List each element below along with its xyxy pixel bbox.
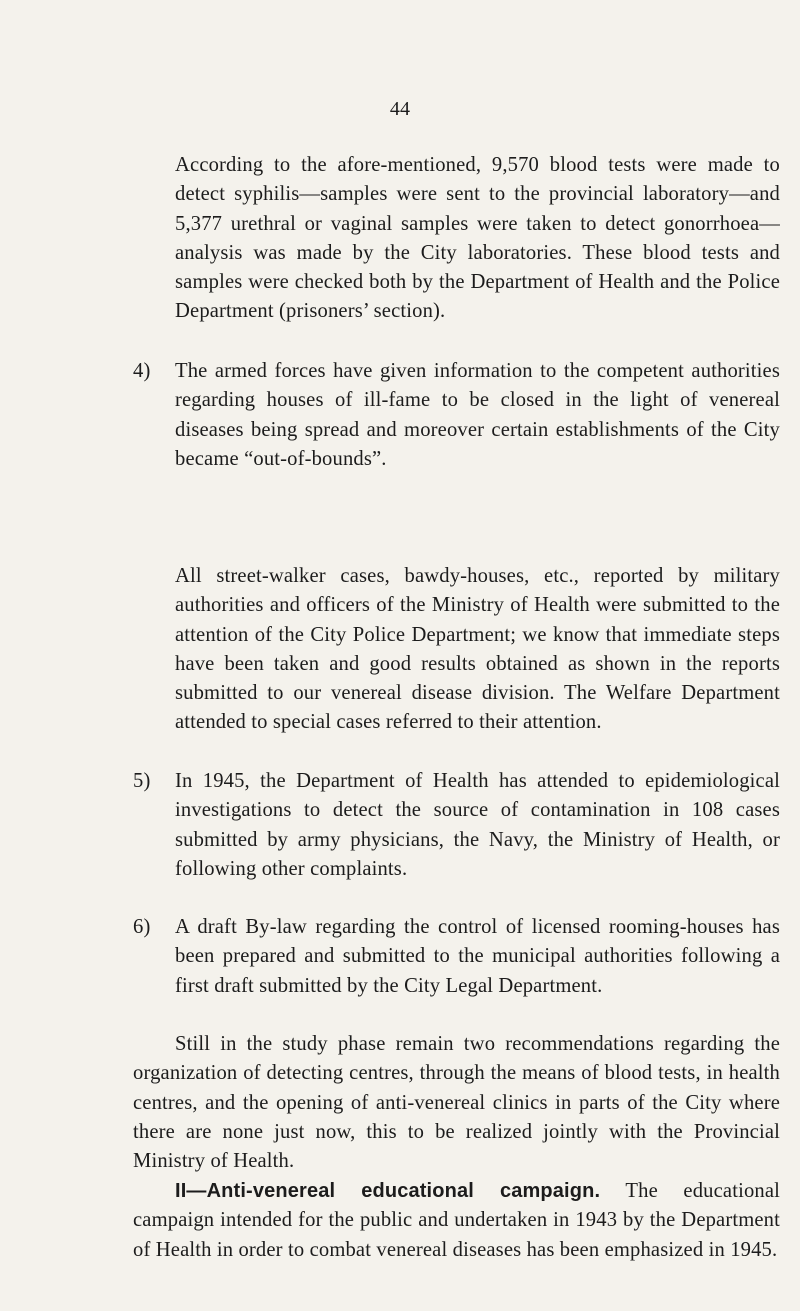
item-text: In 1945, the Department of Health has attended to epidemiological investigations to detect the source of contamination in 108 cases submitted by army physicians, the Navy, the Ministry of Health, or following other complaints. <box>175 770 780 880</box>
section-text: The educational campaign intended for the public and undertaken in 1943 by the Department of Health in order to combat venereal diseases has been emphasized in 1945. <box>133 1180 780 1261</box>
item-number: 6) <box>133 916 151 938</box>
item-text: A draft By-law regarding the control of licensed rooming-houses has been prepared and submitted to the municipal authorities following a first draft submitted by the City Legal Department. <box>175 916 780 997</box>
intro-paragraph: According to the afore-mentioned, 9,570 blood tests were made to detect syphilis—samples were sent to the provincial laboratory—and 5,377 urethral or vaginal samples were taken to detect gonorrhoea—analysis was made by the City laboratories. These blood tests and samples were checked both by the Department of Health and the Police Department (prisoners’ section). <box>175 154 780 323</box>
section-heading: II—Anti-venereal educational campaign. <box>175 1180 601 1202</box>
item-number: 5) <box>133 770 151 792</box>
item-text: The armed forces have given information to the competent authorities regarding houses of ill-fame to be closed in the light of venereal diseases being spread and moreover certain establishments of the City became “out-of-bounds”. <box>175 360 780 470</box>
study-paragraph: Still in the study phase remain two recommendations regarding the organization of detecting centres, through the means of blood tests, in health centres, and the opening of anti-venereal clinics in parts of the City where there are none just now, this to be realized jointly with the Provincial Ministry of Health. <box>133 1033 780 1173</box>
page-number: 44 <box>389 98 411 120</box>
item-text: All street-walker cases, bawdy-houses, etc., reported by military authorities and officers of the Ministry of Health were submitted to the attention of the City Police Department; we know that immediate steps have been taken and good results obtained as shown in the reports submitted to our venereal disease division. The Welfare Department attended to special cases referred to their attention. <box>175 565 780 734</box>
item-number: 4) <box>133 360 151 382</box>
section-paragraph <box>133 1177 780 1265</box>
